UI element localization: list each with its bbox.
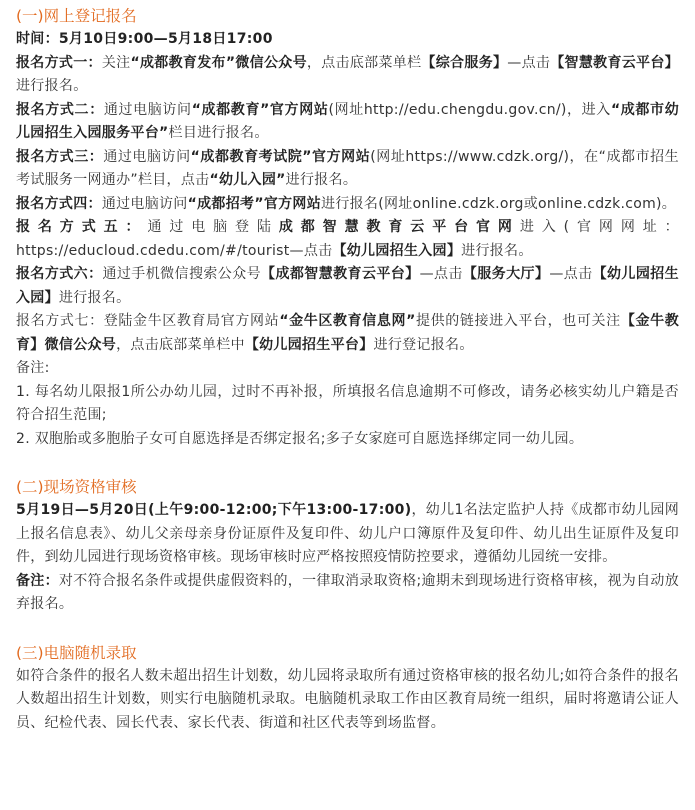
note-item-2: 2. 双胞胎或多胞胎子女可自愿选择是否绑定报名;多子女家庭可自愿选择绑定同一幼儿园。: [16, 430, 584, 447]
bold-text: 【综合服务】: [421, 54, 508, 71]
text: —点击: [507, 54, 551, 71]
note-item-1: 1. 每名幼儿限报1所公办幼儿园，过时不再补报，所填报名信息逾期不可修改，请务必核实幼儿户籍是否符合招生范围;: [16, 383, 679, 423]
bold-text: “成都教育”官方网站: [191, 101, 329, 118]
section-title-onsite-review: (二)现场资格审核: [16, 478, 137, 496]
text: ，幼儿1名法定监护人持《成都市幼儿园网上报名信息表》、幼儿父亲母亲身份证原件及复印件、幼儿户口簿原件及复印件、幼儿出生证原件及复印件，到幼儿园进行现场资格审核。现场审核时应严格按照疫情防控要求，遵循幼儿园统一安排。: [16, 502, 679, 565]
text: (网址http://edu.chengdu.gov.cn/)，进入: [328, 101, 611, 118]
text: 进行报名。: [58, 289, 131, 306]
text: 进行登记报名。: [373, 336, 474, 353]
method-label: 报名方式六：: [16, 266, 103, 282]
text: 报名方式七：登陆金牛区教育局官方网站: [16, 313, 280, 329]
note-label: 备注:: [16, 360, 50, 376]
bold-text: 【智慧教育云平台】: [550, 54, 679, 71]
bold-text: 【成都智慧教育云平台】: [261, 266, 420, 282]
method-7: [16, 310, 679, 357]
onsite-review-text: [16, 499, 679, 570]
registration-time: 时间：5月10日9:00—5月18日17:00: [16, 31, 273, 47]
text: 通过电脑登陆: [147, 219, 279, 235]
text: 关注: [101, 54, 131, 71]
bold-text: 【服务大厅】: [462, 266, 550, 282]
method-1: [16, 52, 679, 99]
bold-text: “成都教育发布”微信公众号: [130, 54, 307, 71]
bold-text: 【金牛教育】微信公众号: [16, 313, 679, 353]
method-label: 报名方式五：: [16, 219, 148, 235]
text: 通过电脑访问: [101, 195, 188, 212]
bold-text: 成都智慧教育云平台官网: [278, 219, 520, 235]
bold-text: “幼儿入园”: [209, 172, 286, 188]
spacer: [16, 617, 679, 641]
bold-text: 【幼儿园招生入园】: [332, 242, 462, 259]
review-time: 5月19日—5月20日(上午9:00-12:00;下午13:00-17:00): [16, 502, 412, 518]
spacer: [16, 451, 679, 475]
method-3: [16, 146, 679, 193]
method-4: [16, 193, 679, 217]
bold-text: “成都教育考试院”官方网站: [190, 148, 371, 165]
bold-text: “成都招考”官方网站: [187, 195, 322, 212]
onsite-review-note: [16, 570, 679, 617]
text: —点击: [549, 266, 593, 282]
method-label: 报名方式三：: [16, 148, 104, 165]
text: 进行报名。: [16, 78, 88, 94]
method-label: 报名方式二：: [16, 101, 104, 118]
method-label: 报名方式四：: [16, 195, 102, 212]
text: 通过手机微信搜索公众号: [102, 266, 262, 282]
text: 对不符合报名条件或提供虚假资料的，一律取消录取资格;逾期未到现场进行资格审核，视为自动放弃报名。: [16, 572, 679, 612]
bold-text: 【幼儿园招生入园】: [16, 266, 679, 306]
text: ，点击底部菜单栏: [306, 54, 422, 71]
method-6: [16, 263, 679, 310]
section-title-random-admission: (三)电脑随机录取: [16, 643, 137, 662]
method-label: 报名方式一：: [16, 54, 102, 71]
text: 进行报名。: [285, 172, 358, 188]
text: 提供的链接进入平台，也可关注: [415, 313, 621, 329]
method-2: [16, 99, 679, 146]
random-admission-text: 如符合条件的报名人数未超出招生计划数，幼儿园将录取所有通过资格审核的报名幼儿;如符合条件的报名人数超出招生计划数，则实行电脑随机录取。电脑随机录取工作由区教育局统一组织，届时将邀请公证人员、纪检代表、园长代表、家长代表、街道和社区代表等到场监督。: [16, 667, 679, 731]
method-5: [16, 216, 679, 263]
text: —点击: [419, 266, 463, 282]
text: (网址https://www.cdzk.org/)，在“成都市招生考试服务一网通办”栏目，点击: [16, 148, 679, 188]
bold-text: “成都市幼儿园招生入园服务平台”: [16, 101, 679, 141]
section-title-online-registration: (一)网上登记报名: [16, 7, 137, 25]
text: 进行报名。: [461, 242, 533, 259]
text: 进入(官网网址：https://educloud.cdedu.com/#/tourist—点击: [16, 219, 679, 259]
text: 通过电脑访问: [103, 148, 191, 165]
text: 通过电脑访问: [103, 101, 192, 118]
text: ，点击底部菜单栏中: [116, 336, 245, 353]
text: 栏目进行报名。: [168, 125, 269, 141]
note-label: 备注：: [16, 572, 59, 589]
bold-text: “金牛区教育信息网”: [279, 313, 416, 329]
bold-text: 【幼儿园招生平台】: [244, 336, 374, 353]
text: 进行报名(网址online.cdzk.org或online.cdzk.com)。: [321, 195, 677, 212]
